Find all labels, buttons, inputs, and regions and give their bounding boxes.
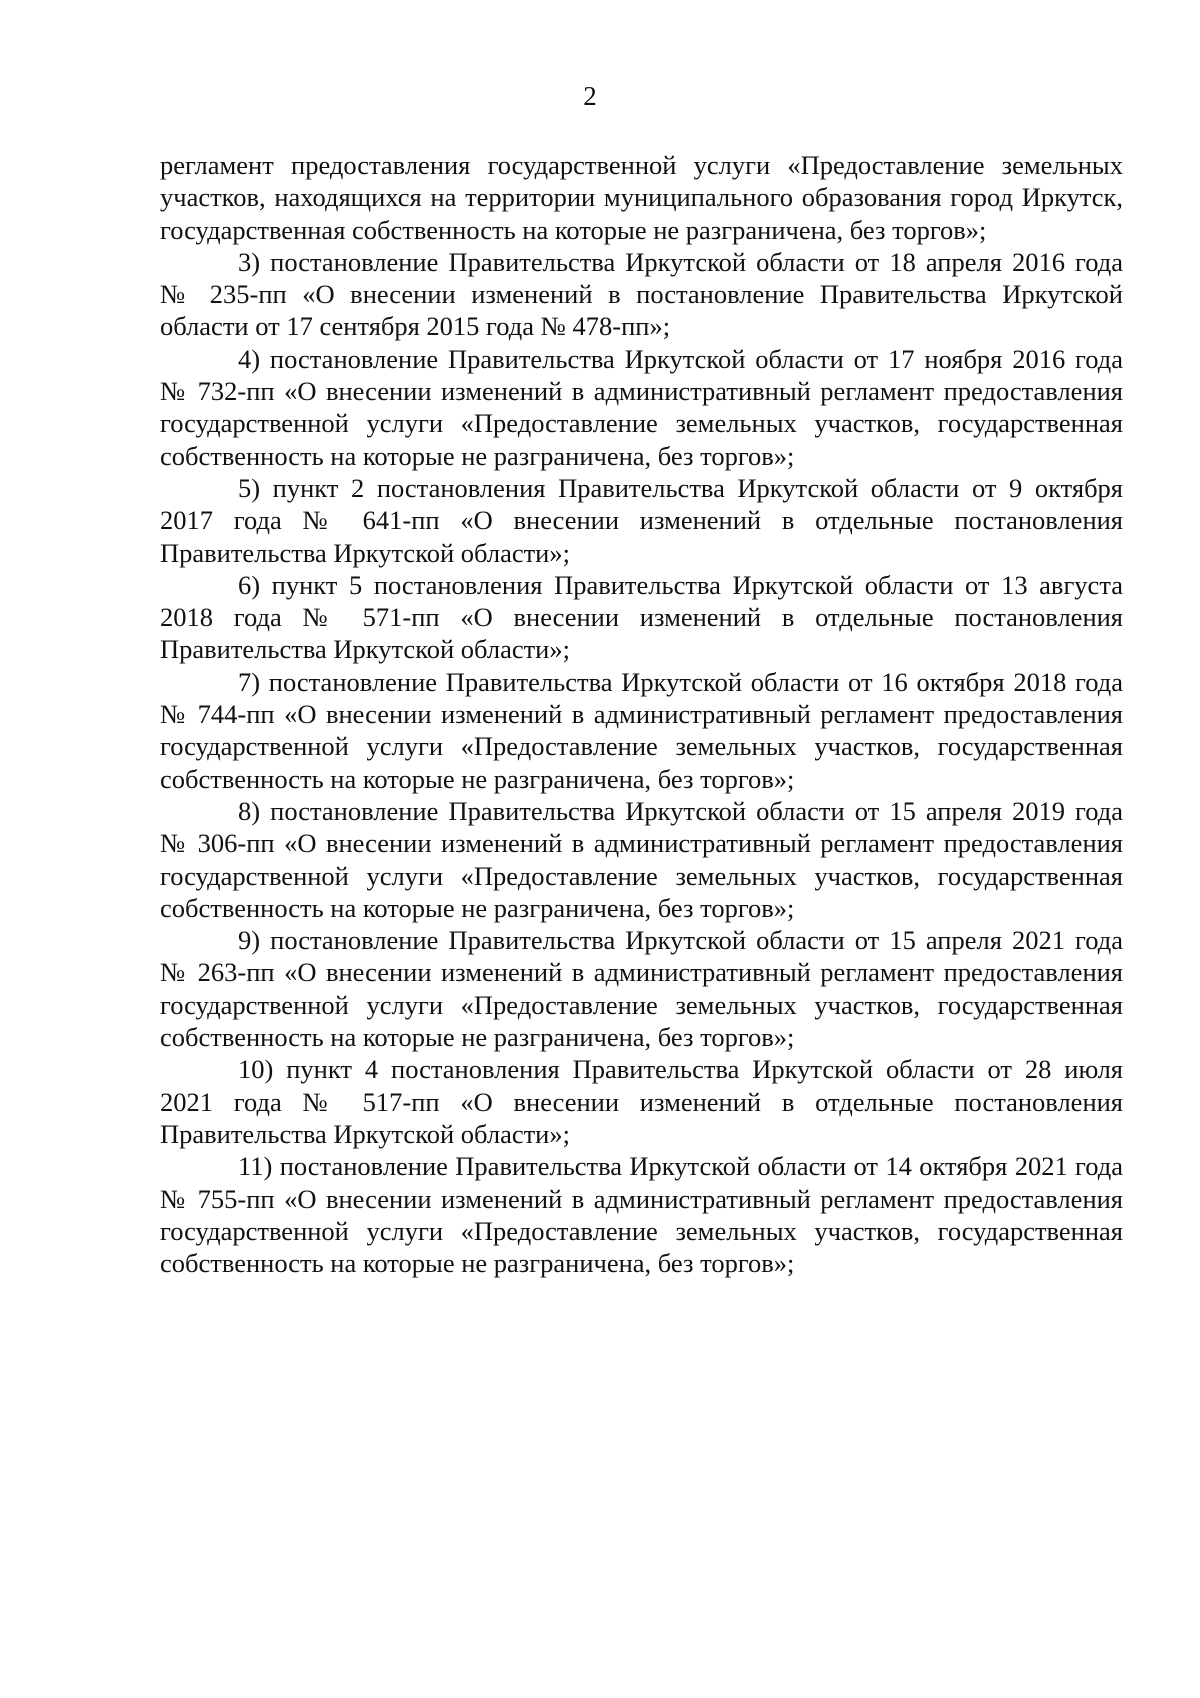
list-item-11: 11) постановление Правительства Иркутской области от 14 октября 2021 года № 755-пп «О внесении изменений в административный регламент предоставления государственной услуги «Предоставление земельных участков, государственная собственность на которые не разграничена, без торгов»; bbox=[160, 1151, 1123, 1279]
list-item-3: 3) постановление Правительства Иркутской области от 18 апреля 2016 года № 235-пп «О внесении изменений в постановление Правительства Иркутской области от 17 сентября 2015 года № 478-пп»; bbox=[160, 246, 1123, 342]
list-item-7: 7) постановление Правительства Иркутской области от 16 октября 2018 года № 744-пп «О внесении изменений в административный регламент предоставления государственной услуги «Предоставление земельных участков, государственная собственность на которые не разграничена, без торгов»; bbox=[160, 666, 1123, 794]
list-item-9: 9) постановление Правительства Иркутской области от 15 апреля 2021 года № 263-пп «О внесении изменений в административный регламент предоставления государственной услуги «Предоставление земельных участков, государственная собственность на которые не разграничена, без торгов»; bbox=[160, 925, 1123, 1053]
paragraph-continuation: регламент предоставления государственной услуги «Предоставление земельных участков, находящихся на территории муниципального образования город Иркутск, государственная собственность на которые не разграничена, без торгов»; bbox=[160, 150, 1123, 245]
list-item-8: 8) постановление Правительства Иркутской области от 15 апреля 2019 года № 306-пп «О внесении изменений в административный регламент предоставления государственной услуги «Предоставление земельных участков, государственная собственность на которые не разграничена, без торгов»; bbox=[160, 795, 1123, 923]
list-item-5: 5) пункт 2 постановления Правительства Иркутской области от 9 октября 2017 года № 641-пп «О внесении изменений в отдельные постановления Правительства Иркутской области»; bbox=[160, 472, 1123, 568]
list-item-4: 4) постановление Правительства Иркутской области от 17 ноября 2016 года № 732-пп «О внесении изменений в административный регламент предоставления государственной услуги «Предоставление земельных участков, государственная собственность на которые не разграничена, без торгов»; bbox=[160, 343, 1123, 471]
list-item-6: 6) пункт 5 постановления Правительства Иркутской области от 13 августа 2018 года № 571-пп «О внесении изменений в отдельные постановления Правительства Иркутской области»; bbox=[160, 569, 1123, 665]
document-body bbox=[160, 149, 1123, 1279]
page-number: 2 bbox=[583, 81, 597, 111]
list-item-10: 10) пункт 4 постановления Правительства Иркутской области от 28 июля 2021 года № 517-пп «О внесении изменений в отдельные постановления Правительства Иркутской области»; bbox=[160, 1054, 1123, 1149]
